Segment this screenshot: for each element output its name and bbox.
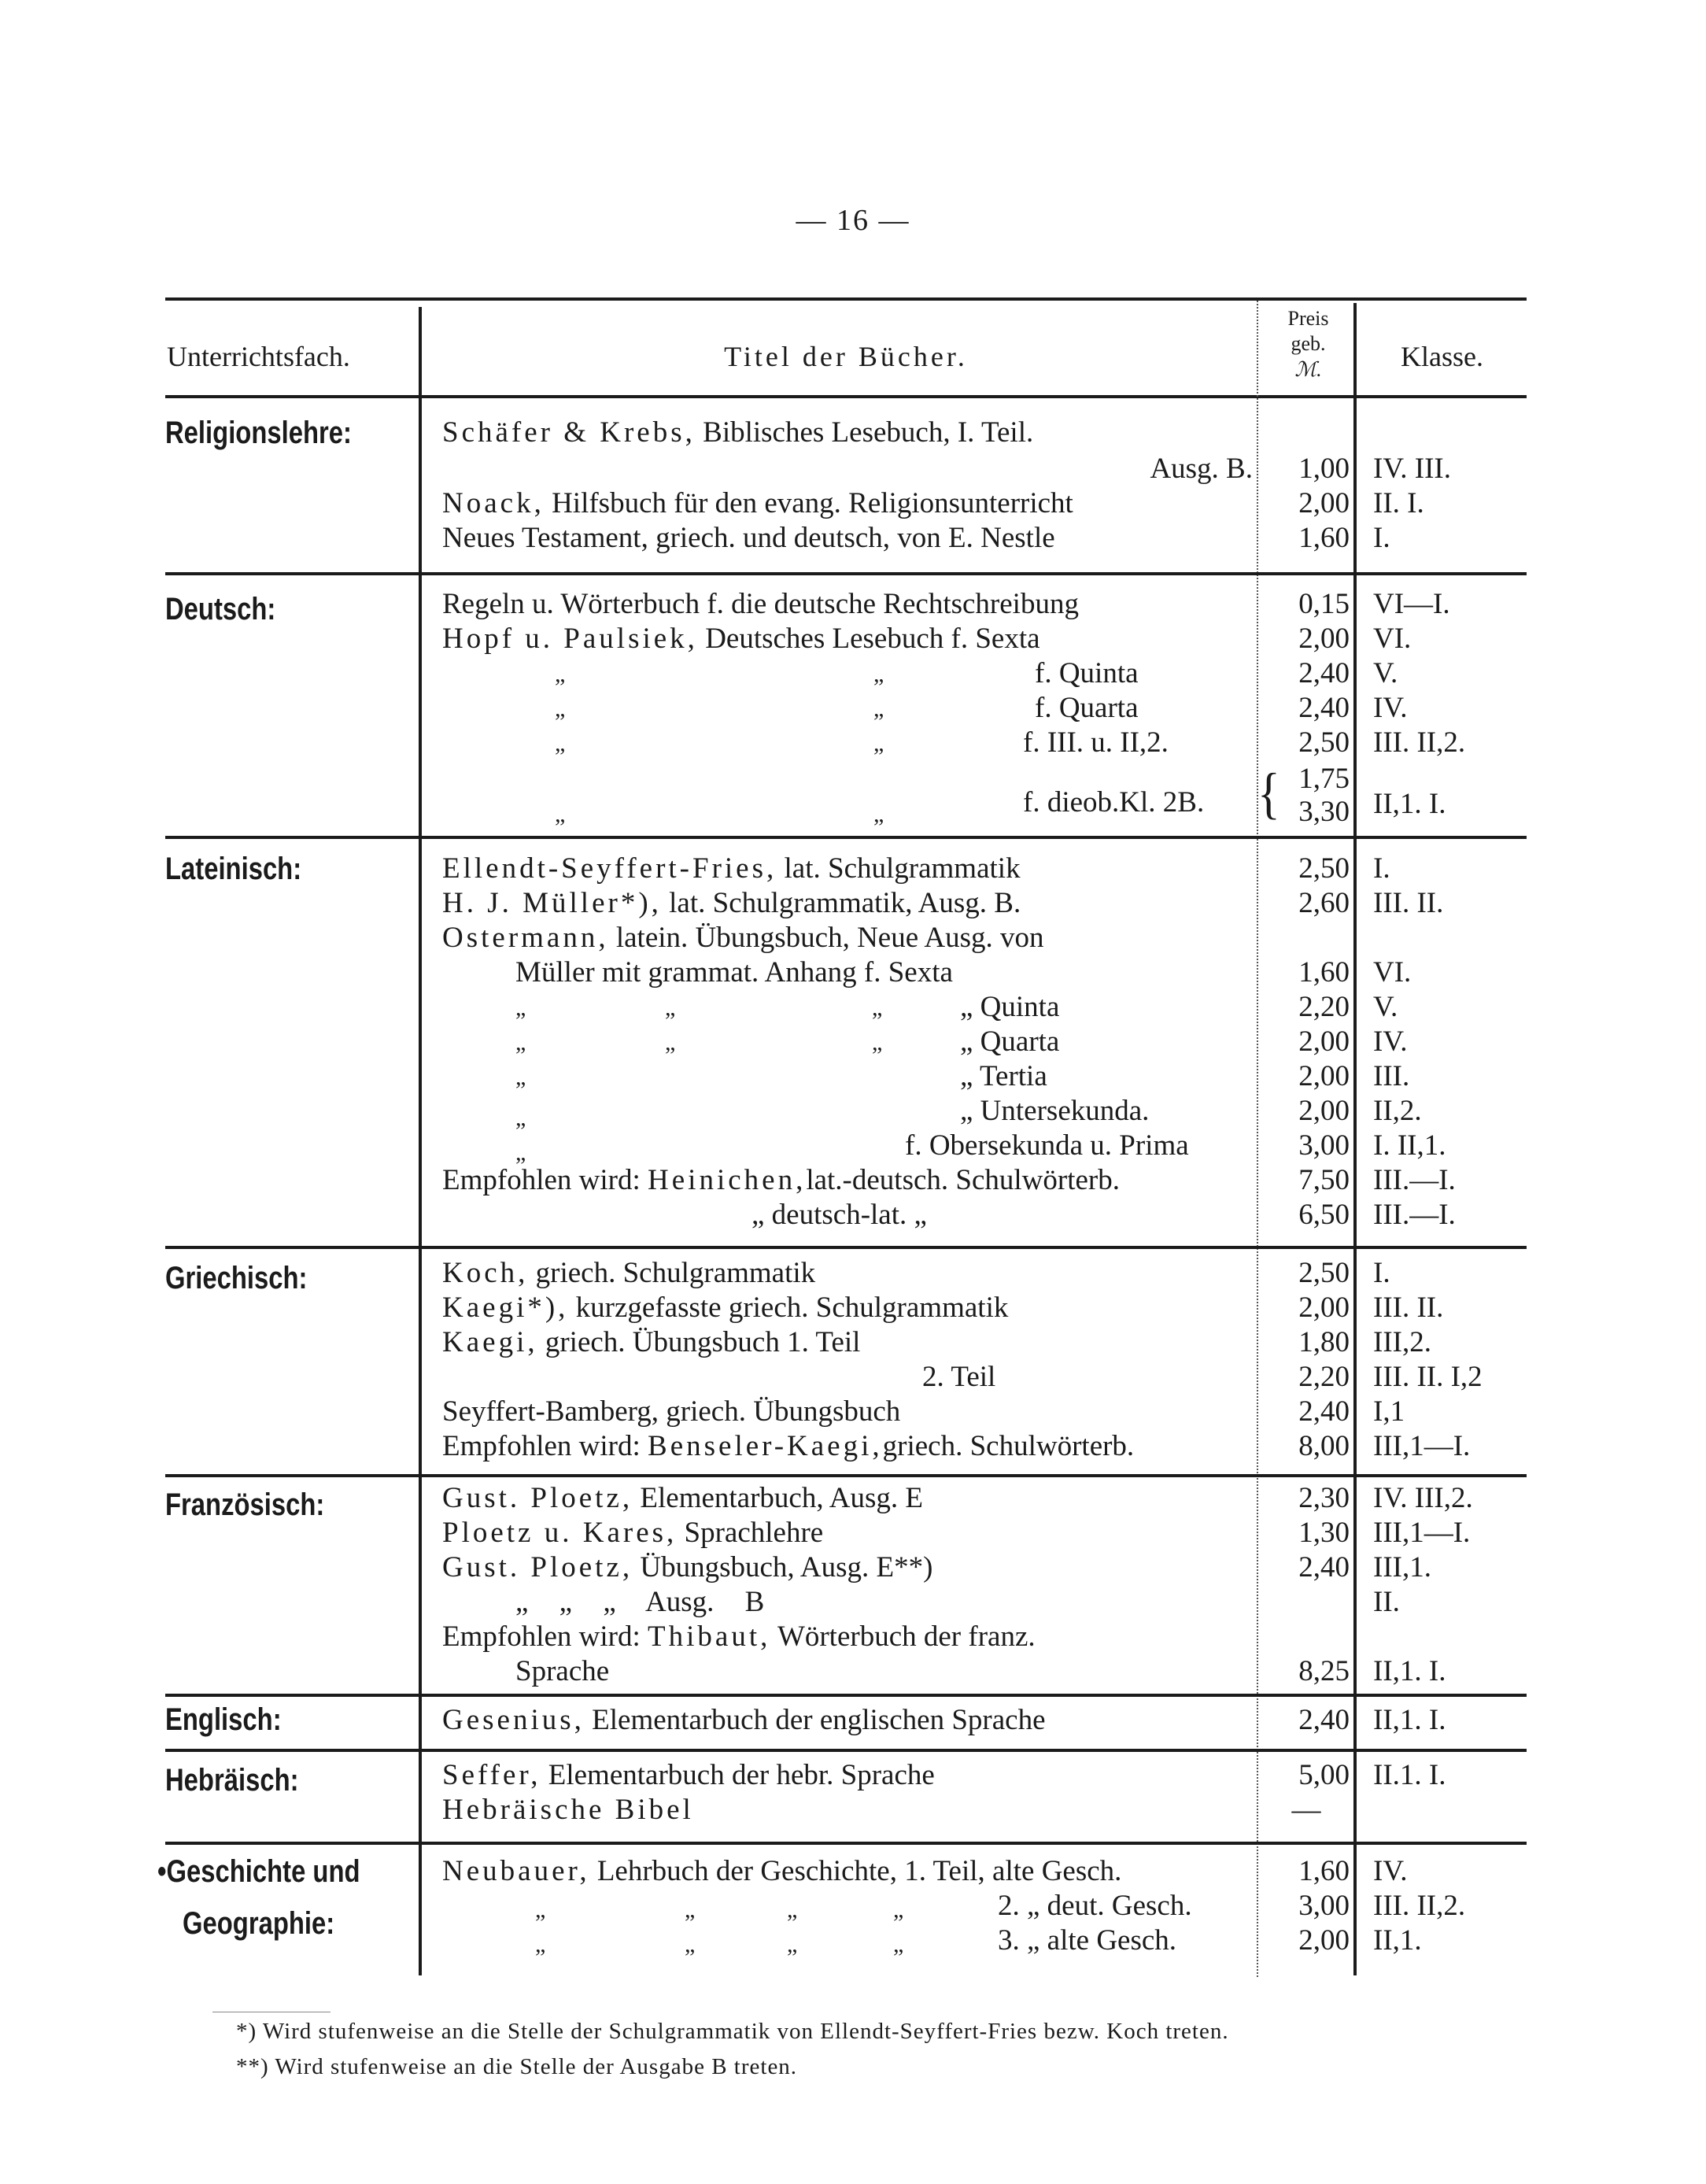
price: 2,00 (1298, 1095, 1350, 1127)
ditto-mark: „ (555, 661, 566, 687)
table-row (0, 452, 1706, 486)
author: Ostermann, (442, 922, 609, 954)
table-row (0, 1923, 1706, 1958)
section-rule (165, 1694, 1527, 1697)
class: VI—I. (1373, 588, 1450, 620)
price: 2,00 (1298, 1924, 1350, 1957)
price: 1,80 (1298, 1326, 1350, 1358)
author: Kaegi*), (442, 1292, 569, 1324)
table-row (0, 587, 1706, 622)
ditto-mark: „ (873, 661, 884, 687)
table-row (0, 1129, 1706, 1166)
table-row (0, 1291, 1706, 1325)
class: I. (1373, 522, 1390, 554)
price: 2,60 (1298, 887, 1350, 919)
subject-hebraeisch: Hebräisch: (165, 1763, 299, 1798)
book-title: Deutsches Lesebuch f. Sexta (697, 623, 1040, 655)
price: 2,00 (1298, 487, 1350, 519)
class: IV. (1373, 1855, 1408, 1887)
table-row (0, 1429, 1706, 1464)
author: H. J. Müller*), (442, 887, 662, 919)
book-title: griech. Schulgrammatik (528, 1257, 816, 1289)
price: 1,60 (1298, 1855, 1350, 1887)
class: V. (1373, 991, 1398, 1023)
recommended-label: Empfohlen wird: (442, 1164, 648, 1196)
author: Noack, (442, 487, 545, 519)
table-row (0, 521, 1706, 556)
book-title: Elementarbuch der englischen Sprache (584, 1704, 1046, 1736)
ditto-mark: „ (515, 1064, 526, 1090)
book-title: Müller mit grammat. Anhang f. Sexta (515, 956, 953, 989)
author: Kaegi, (442, 1326, 538, 1358)
table-row (0, 1854, 1706, 1889)
book-title: f. III. u. II,2. (1023, 726, 1169, 759)
class: II,1. (1373, 1924, 1422, 1957)
header-class: Klasse. (1401, 341, 1483, 372)
ditto-mark: „ (515, 1140, 526, 1166)
ditto-mark: „ (872, 1029, 883, 1055)
book-title: Sprache (515, 1655, 610, 1687)
recommended-label: Empfohlen wird: (442, 1430, 648, 1462)
price: 7,50 (1298, 1164, 1350, 1196)
table-row (0, 656, 1706, 691)
price: 1,60 (1298, 522, 1350, 554)
author: Gust. Ploetz, (442, 1482, 633, 1514)
price: 1,00 (1298, 453, 1350, 485)
price: 3,00 (1298, 1890, 1350, 1922)
table-row (0, 416, 1706, 450)
ditto-mark: „ (873, 730, 884, 756)
book-title: lat. Schulgrammatik, Ausg. B. (661, 887, 1021, 919)
table-row (0, 486, 1706, 521)
book-title: f. dieob.Kl. 2B. (1023, 786, 1205, 819)
ditto-mark: „ (555, 730, 566, 756)
book-title: Sprachlehre (677, 1517, 824, 1549)
book-title: Regeln u. Wörterbuch f. die deutsche Rechtschreibung (442, 588, 1079, 620)
book-title: 3. „ alte Gesch. (998, 1924, 1177, 1957)
table-row (0, 1256, 1706, 1291)
ditto-mark: „ (893, 1897, 904, 1923)
table-row (0, 1654, 1706, 1689)
price: 2,00 (1298, 623, 1350, 655)
price: 0,15 (1298, 588, 1350, 620)
class: IV. III,2. (1373, 1482, 1473, 1514)
table-row (0, 990, 1706, 1025)
header-price-1: Preis (1287, 307, 1329, 330)
ditto-mark: „ (515, 1105, 526, 1131)
book-title: lat.-deutsch. Schulwörterb. (806, 1164, 1120, 1196)
table-row (0, 1059, 1706, 1094)
section-rule (165, 1749, 1527, 1752)
book-title: f. Obersekunda u. Prima (905, 1129, 1189, 1162)
class: I. II,1. (1373, 1129, 1446, 1162)
table-row (0, 921, 1706, 955)
price: 3,30 (1298, 796, 1350, 828)
book-title: Elementarbuch, Ausg. E (633, 1482, 924, 1514)
table-row (0, 1198, 1706, 1232)
book-title: Neues Testament, griech. und deutsch, von E. Nestle (442, 522, 1055, 554)
price: 3,00 (1298, 1129, 1350, 1162)
table-row (0, 1395, 1706, 1429)
class: II,1. I. (1373, 1704, 1446, 1736)
ditto-mark: „ (665, 1029, 676, 1055)
class: III. (1373, 1060, 1410, 1092)
price: 2,50 (1298, 1257, 1350, 1289)
author: Koch, (442, 1257, 529, 1289)
book-title: 2. Teil (922, 1361, 996, 1393)
class: III,1—I. (1373, 1517, 1471, 1549)
book-title: kurzgefasste griech. Schulgrammatik (568, 1292, 1009, 1324)
price: 2,40 (1298, 1704, 1350, 1736)
class: II. I. (1373, 487, 1424, 519)
book-title: „ Quinta (960, 991, 1060, 1023)
table-row (0, 622, 1706, 656)
book-title: Ausg. B. (1150, 453, 1253, 485)
price: 8,25 (1298, 1655, 1350, 1687)
class: III. II. I,2 (1373, 1361, 1483, 1393)
header-subject: Unterrichtsfach. (167, 341, 350, 372)
class: III,1—I. (1373, 1430, 1471, 1462)
table-row (0, 1620, 1706, 1654)
author: Heinichen, (648, 1164, 807, 1196)
author: Benseler-Kaegi, (648, 1430, 883, 1462)
class: II,1. I. (1373, 788, 1446, 820)
ditto-mark: „ (873, 696, 884, 722)
table-row (0, 1481, 1706, 1516)
ditto-mark: „ (555, 801, 566, 827)
table-row (0, 1360, 1706, 1395)
book-title: „ „ „ Ausg. B (515, 1586, 765, 1618)
class: I. (1373, 1257, 1390, 1289)
ditto-mark: „ (535, 1931, 546, 1957)
table-row (0, 955, 1706, 990)
book-title: lat. Schulgrammatik (777, 852, 1021, 885)
class: III. II,2. (1373, 726, 1466, 759)
class: II.1. I. (1373, 1759, 1446, 1791)
table-row (0, 1163, 1706, 1198)
price: 5,00 (1298, 1759, 1350, 1791)
class: IV. III. (1373, 453, 1451, 485)
table-top-rule (165, 297, 1527, 301)
class: III,1. (1373, 1551, 1431, 1583)
footnote-2: **) Wird stufenweise an die Stelle der Ausgabe B treten. (236, 2054, 798, 2079)
subject-griechisch: Griechisch: (165, 1261, 308, 1295)
author: Schäfer & Krebs, (442, 416, 696, 449)
class: IV. (1373, 1025, 1408, 1058)
price: 1,30 (1298, 1517, 1350, 1549)
class: V. (1373, 657, 1398, 689)
table-row (0, 1758, 1706, 1793)
header-price-3: ℳ. (1294, 358, 1322, 381)
book-title: Elementarbuch der hebr. Sprache (541, 1759, 935, 1791)
table-row (0, 1550, 1706, 1585)
ditto-mark: „ (685, 1931, 696, 1957)
table-row (0, 691, 1706, 726)
author: Neubauer, (442, 1855, 590, 1887)
page-number: — 16 — (796, 204, 910, 237)
table-row (0, 1025, 1706, 1059)
price: 2,40 (1298, 657, 1350, 689)
book-title: griech. Schulwörterb. (882, 1430, 1135, 1462)
class: III. II,2. (1373, 1890, 1466, 1922)
ditto-mark: „ (787, 1897, 798, 1923)
header-title: Titel der Bücher. (724, 341, 968, 372)
ditto-mark: „ (515, 1029, 526, 1055)
ditto-mark: „ (555, 696, 566, 722)
price: 1,60 (1298, 956, 1350, 989)
section-rule (165, 1474, 1527, 1477)
class: III. II. (1373, 887, 1444, 919)
ditto-mark: „ (873, 801, 884, 827)
class: I. (1373, 852, 1390, 885)
class: I,1 (1373, 1395, 1405, 1428)
class: III.—I. (1373, 1199, 1456, 1231)
ditto-mark: „ (872, 995, 883, 1021)
price: 2,00 (1298, 1025, 1350, 1058)
book-title: Wörterbuch der franz. (770, 1620, 1036, 1653)
book-title: Lehrbuch der Geschichte, 1. Teil, alte Gesch. (589, 1855, 1122, 1887)
price: 2,50 (1298, 726, 1350, 759)
subject-franz: Französisch: (165, 1487, 325, 1522)
ditto-mark: „ (535, 1897, 546, 1923)
table-row (0, 852, 1706, 886)
class: II,1. I. (1373, 1655, 1446, 1687)
ditto-mark: „ (787, 1931, 798, 1957)
subject-deutsch: Deutsch: (165, 592, 276, 626)
table-row (0, 1889, 1706, 1923)
book-title: Übungsbuch, Ausg. E**) (633, 1551, 933, 1583)
book-title: f. Quinta (1035, 657, 1139, 689)
book-title: latein. Übungsbuch, Neue Ausg. von (608, 922, 1044, 954)
class: II. (1373, 1586, 1400, 1618)
ditto-mark: „ (685, 1897, 696, 1923)
book-title: griech. Übungsbuch 1. Teil (537, 1326, 861, 1358)
table-row (0, 1325, 1706, 1360)
class: VI. (1373, 623, 1412, 655)
table-row (0, 1793, 1706, 1827)
book-title: 2. „ deut. Gesch. (998, 1890, 1192, 1922)
author: Gesenius, (442, 1704, 585, 1736)
book-title: „ deutsch-lat. „ (751, 1199, 927, 1231)
subject-latein: Lateinisch: (165, 852, 302, 886)
class: IV. (1373, 692, 1408, 724)
table-row (0, 762, 1706, 831)
header-bottom-rule (165, 395, 1527, 398)
class: III,2. (1373, 1326, 1431, 1358)
book-title: f. Quarta (1035, 692, 1139, 724)
price: 6,50 (1298, 1199, 1350, 1231)
section-rule (165, 836, 1527, 839)
author: Thibaut, (648, 1620, 771, 1653)
table-row (0, 1585, 1706, 1620)
section-rule (165, 572, 1527, 575)
book-title: Hebräische Bibel (442, 1794, 694, 1826)
section-rule (165, 1246, 1527, 1249)
author: Gust. Ploetz, (442, 1551, 633, 1583)
price: 2,00 (1298, 1292, 1350, 1324)
ditto-mark: „ (893, 1931, 904, 1957)
price: 2,00 (1298, 1060, 1350, 1092)
brace-mark: { (1257, 762, 1280, 825)
book-title: „ Quarta (960, 1025, 1060, 1058)
class: II,2. (1373, 1095, 1422, 1127)
footnote-1: *) Wird stufenweise an die Stelle der Schulgrammatik von Ellendt-Seyffert-Fries bezw. Koch treten. (236, 2019, 1229, 2044)
recommended-label: Empfohlen wird: (442, 1620, 648, 1653)
book-title: Biblisches Lesebuch, I. Teil. (695, 416, 1034, 449)
price: 2,40 (1298, 1551, 1350, 1583)
book-title: „ Tertia (960, 1060, 1047, 1092)
ditto-mark: „ (515, 995, 526, 1021)
table-row (0, 1094, 1706, 1129)
class: VI. (1373, 956, 1412, 989)
subject-geschichte: •Geschichte und (157, 1854, 360, 1889)
price: 2,50 (1298, 852, 1350, 885)
price: 2,30 (1298, 1482, 1350, 1514)
subject-geographie: Geographie: (183, 1906, 335, 1941)
author: Hopf u. Paulsiek, (442, 623, 698, 655)
book-title: „ Untersekunda. (960, 1095, 1150, 1127)
price: 2,40 (1298, 1395, 1350, 1428)
author: Ploetz u. Kares, (442, 1517, 678, 1549)
header-price-2: geb. (1291, 332, 1326, 355)
price: 2,40 (1298, 692, 1350, 724)
author: Ellendt-Seyffert-Fries, (442, 852, 777, 885)
section-rule (165, 1842, 1527, 1845)
class: III. II. (1373, 1292, 1444, 1324)
price: 2,20 (1298, 1361, 1350, 1393)
price: — (1291, 1794, 1321, 1826)
table-row (0, 1516, 1706, 1550)
author: Seffer, (442, 1759, 541, 1791)
class: III.—I. (1373, 1164, 1456, 1196)
ditto-mark: „ (665, 995, 676, 1021)
table-row (0, 726, 1706, 760)
subject-religion: Religionslehre: (165, 416, 352, 450)
book-title: Hilfsbuch für den evang. Religionsunterricht (544, 487, 1073, 519)
price: 1,75 (1298, 763, 1350, 795)
price: 2,20 (1298, 991, 1350, 1023)
subject-englisch: Englisch: (165, 1702, 282, 1737)
table-row (0, 886, 1706, 921)
table-row (0, 1703, 1706, 1738)
book-title: Seyffert-Bamberg, griech. Übungsbuch (442, 1395, 901, 1428)
price: 8,00 (1298, 1430, 1350, 1462)
